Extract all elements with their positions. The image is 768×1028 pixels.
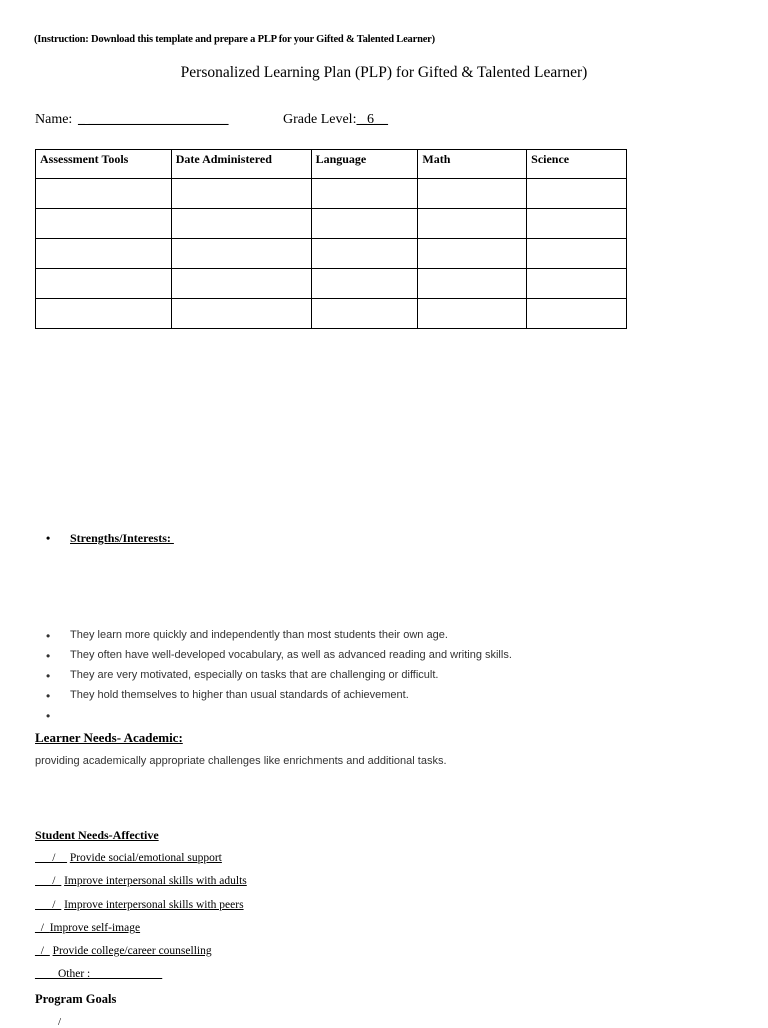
table-cell[interactable] bbox=[418, 179, 527, 209]
check-mark: __/_ bbox=[35, 875, 62, 887]
table-cell[interactable] bbox=[527, 209, 627, 239]
header-math: Math bbox=[418, 150, 527, 179]
list-item: • They hold themselves to higher than usual standards of achievement. bbox=[70, 689, 409, 701]
instruction-text: (Instruction: Download this template and prepare a PLP for your Gifted & Talented Learner) bbox=[34, 34, 435, 45]
table-cell[interactable] bbox=[36, 179, 172, 209]
strengths-heading: • Strengths/Interests: bbox=[70, 531, 174, 546]
checklist-item[interactable] bbox=[35, 968, 162, 980]
check-label: Provide social/emotional support bbox=[69, 852, 222, 864]
check-mark: _/_ bbox=[35, 922, 50, 934]
checklist-item[interactable] bbox=[35, 945, 212, 957]
table-cell[interactable] bbox=[36, 299, 172, 329]
page-title: Personalized Learning Plan (PLP) for Gifted & Talented Learner) bbox=[180, 64, 588, 81]
learner-needs-academic-text: providing academically appropriate challenges like enrichments and additional tasks. bbox=[35, 755, 447, 767]
table-cell[interactable] bbox=[527, 239, 627, 269]
table-cell[interactable] bbox=[527, 269, 627, 299]
check-label: Improve interpersonal skills with peers bbox=[64, 899, 244, 911]
header-science: Science bbox=[527, 150, 627, 179]
table-row bbox=[36, 179, 627, 209]
grade-level-label: Grade Level: bbox=[283, 112, 357, 127]
table-row bbox=[36, 299, 627, 329]
header-language: Language bbox=[311, 150, 418, 179]
table-header-row bbox=[36, 150, 627, 179]
learner-needs-academic-heading: Learner Needs- Academic: bbox=[35, 730, 183, 745]
table-row bbox=[36, 209, 627, 239]
checklist-item[interactable] bbox=[35, 875, 247, 887]
check-label: Other : ____________ bbox=[58, 968, 163, 980]
checklist-item[interactable] bbox=[35, 922, 140, 934]
header-date-administered: Date Administered bbox=[171, 150, 311, 179]
table-row bbox=[36, 269, 627, 299]
table-cell[interactable] bbox=[311, 299, 418, 329]
check-label: Provide college/career counselling bbox=[52, 945, 212, 957]
table-cell[interactable] bbox=[36, 209, 172, 239]
checklist-item[interactable] bbox=[35, 899, 244, 911]
table-cell[interactable] bbox=[171, 209, 311, 239]
check-mark: __/_ bbox=[35, 899, 62, 911]
check-label: Improve self-image bbox=[49, 922, 141, 934]
program-goals-heading: Program Goals bbox=[35, 992, 117, 1006]
header-assessment-tools: Assessment Tools bbox=[36, 150, 172, 179]
check-mark: ____ bbox=[35, 968, 58, 980]
table-cell[interactable] bbox=[171, 239, 311, 269]
table-cell[interactable] bbox=[36, 269, 172, 299]
table-cell[interactable] bbox=[418, 269, 527, 299]
student-needs-affective-heading: Student Needs-Affective bbox=[35, 828, 159, 842]
check-label: Improve interpersonal skills with adults bbox=[64, 875, 247, 887]
table-cell[interactable] bbox=[311, 209, 418, 239]
check-mark: __/__ bbox=[35, 852, 67, 864]
table-cell[interactable] bbox=[171, 179, 311, 209]
table-cell[interactable] bbox=[171, 269, 311, 299]
table-cell[interactable] bbox=[311, 269, 418, 299]
table-cell[interactable] bbox=[36, 239, 172, 269]
table-cell[interactable] bbox=[527, 299, 627, 329]
list-item: • They are very motivated, especially on tasks that are challenging or difficult. bbox=[70, 669, 438, 681]
table-cell[interactable] bbox=[311, 179, 418, 209]
grade-level-field bbox=[283, 112, 388, 128]
table-cell[interactable] bbox=[527, 179, 627, 209]
table-cell[interactable] bbox=[171, 299, 311, 329]
program-goals-mark: / bbox=[58, 1016, 62, 1028]
check-mark: _/_ bbox=[35, 945, 50, 957]
table-cell[interactable] bbox=[418, 239, 527, 269]
table-row bbox=[36, 239, 627, 269]
name-label: Name: bbox=[35, 112, 73, 127]
checklist-item[interactable] bbox=[35, 852, 222, 864]
table-cell[interactable] bbox=[418, 299, 527, 329]
grade-level-value[interactable]: _6__ bbox=[356, 112, 388, 127]
table-cell[interactable] bbox=[418, 209, 527, 239]
list-item: • They learn more quickly and independently than most students their own age. bbox=[70, 629, 448, 641]
assessment-table bbox=[35, 149, 627, 329]
name-field[interactable]: _ ____________________ bbox=[78, 112, 229, 127]
table-cell[interactable] bbox=[311, 239, 418, 269]
list-item: • They often have well-developed vocabulary, as well as advanced reading and writing skills. bbox=[70, 649, 512, 661]
